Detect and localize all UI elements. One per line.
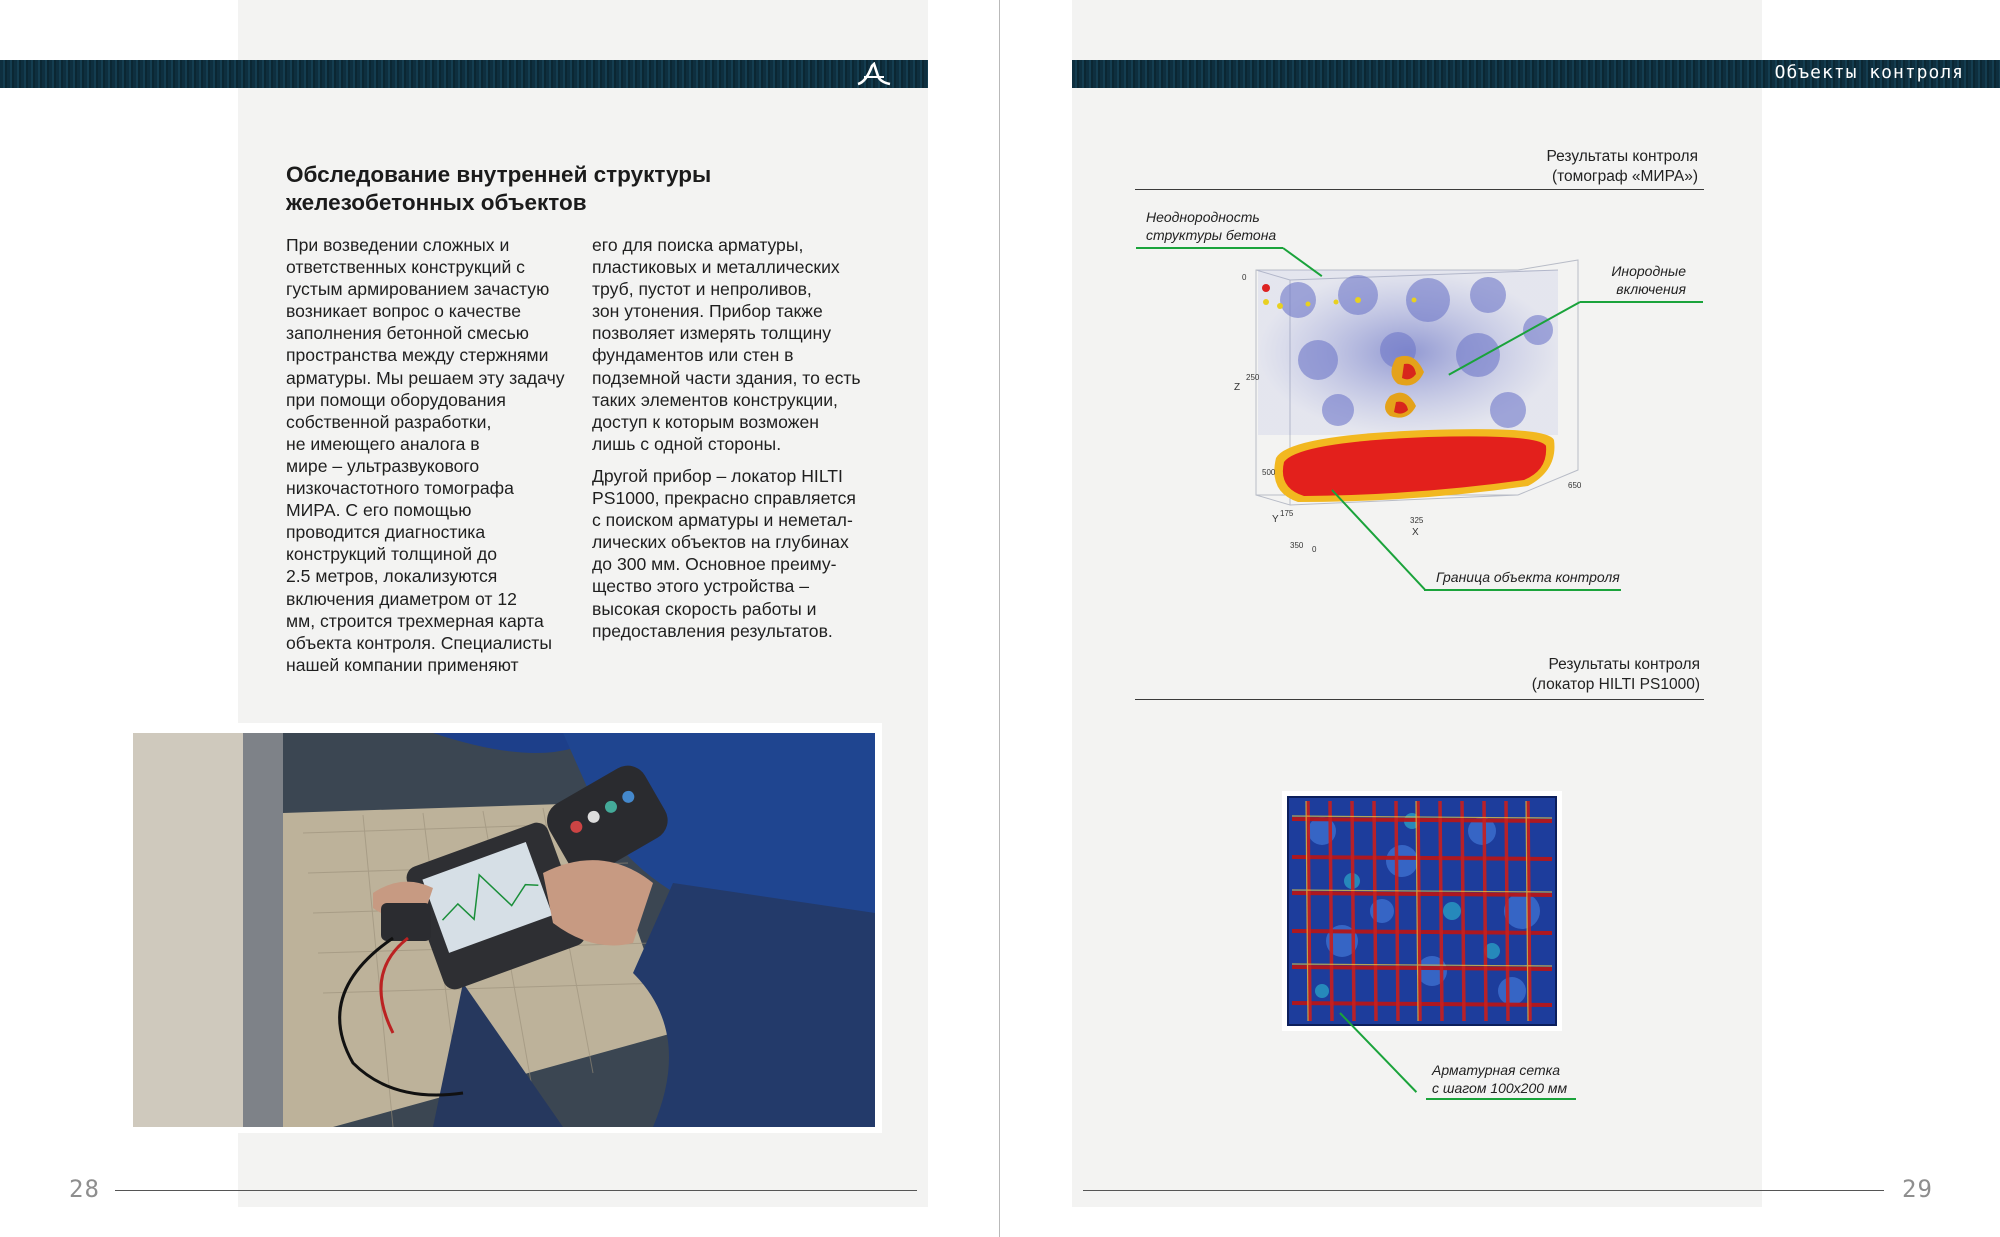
- page-number-left: 28: [69, 1175, 100, 1203]
- column2-paragraph2: Другой прибор – локатор HILTI PS1000, прекрасно справляется с поиском арматуры и неметал- лических объектов на глубинах до 300 мм. Основное преиму- щество этого устройства – высокая скорость работы и предоставления результатов.: [592, 465, 856, 641]
- footer-rule-left: [115, 1190, 917, 1191]
- axis-tick-175: 175: [1280, 509, 1294, 518]
- page-number-right: 29: [1902, 1175, 1933, 1203]
- callout-rebar-mesh: Арматурная сетка с шагом 100х200 мм: [1432, 1062, 1568, 1096]
- axis-tick-0-bottom: 0: [1312, 545, 1317, 554]
- axis-tick-250: 250: [1246, 373, 1260, 382]
- axis-tick-0: 0: [1242, 273, 1247, 282]
- axis-label-y: Y: [1272, 514, 1279, 525]
- section-title: Объекты контроля: [1774, 62, 1964, 83]
- caption-tomograph: Результаты контроля (томограф «МИРА»): [1546, 148, 1698, 185]
- tomograph-photo: [133, 733, 875, 1127]
- column1-paragraph: При возведении сложных и ответственных конструкций с густым армированием зачастую возникает вопрос о качестве заполнения бетонной смесью пространства между стержнями арматуры. Мы решаем эту задачу при помощи оборудования собственной разработки, не имеющего аналога в мире – ультразвукового низкочастотного томографа МИРА. С его помощью проводится диагностика конструкций толщиной до 2.5 метров, локализуются включения диаметром от 12 мм, строится трехмерная карта объекта контроля. Специалисты нашей компании применяют: [286, 235, 565, 675]
- callout-line-rebar-horizontal: [1426, 1098, 1576, 1100]
- caption-hilti-rule: [1135, 699, 1704, 700]
- book-spine: [999, 0, 1000, 1237]
- axis-label-x: X: [1412, 527, 1419, 538]
- text-column-2: [592, 234, 892, 652]
- rebar-scan-figure: [1282, 791, 1562, 1031]
- axis-tick-325: 325: [1410, 516, 1424, 525]
- callout-foreign-inclusions: Инородные включения: [1611, 263, 1686, 297]
- caption-tomograph-rule: [1135, 189, 1704, 190]
- callout-line-boundary-horizontal: [1424, 589, 1621, 591]
- tomograph-3d-figure: [1228, 240, 1588, 560]
- callout-object-boundary: Граница объекта контроля: [1436, 569, 1620, 585]
- column2-paragraph1: его для поиска арматуры, пластиковых и металлических труб, пустот и непроливов, зон утонения. Прибор также позволяет измерять толщину фундаментов или стен в подземной части здания, то есть таких элементов конструкции, доступ к которым возможен лишь с одной стороны.: [592, 235, 861, 454]
- axis-tick-500: 500: [1262, 468, 1276, 477]
- callout-inhomogeneity: Неоднородность структуры бетона: [1146, 209, 1277, 243]
- left-header-bar: [0, 60, 928, 88]
- text-column-1: [286, 234, 586, 686]
- axis-tick-650: 650: [1568, 481, 1582, 490]
- axis-tick-350: 350: [1290, 541, 1304, 550]
- footer-rule-right: [1083, 1190, 1884, 1191]
- callout-line-inhomogeneity-horizontal: [1136, 247, 1283, 249]
- caption-hilti: Результаты контроля (локатор HILTI PS1000): [1531, 656, 1700, 693]
- axis-label-z: Z: [1234, 382, 1241, 393]
- callout-line-foreign-horizontal: [1580, 301, 1703, 303]
- company-logo-icon: [856, 62, 892, 86]
- right-header-bar: [1072, 60, 2000, 88]
- article-heading: Обследование внутренней структуры железобетонных объектов: [286, 162, 712, 215]
